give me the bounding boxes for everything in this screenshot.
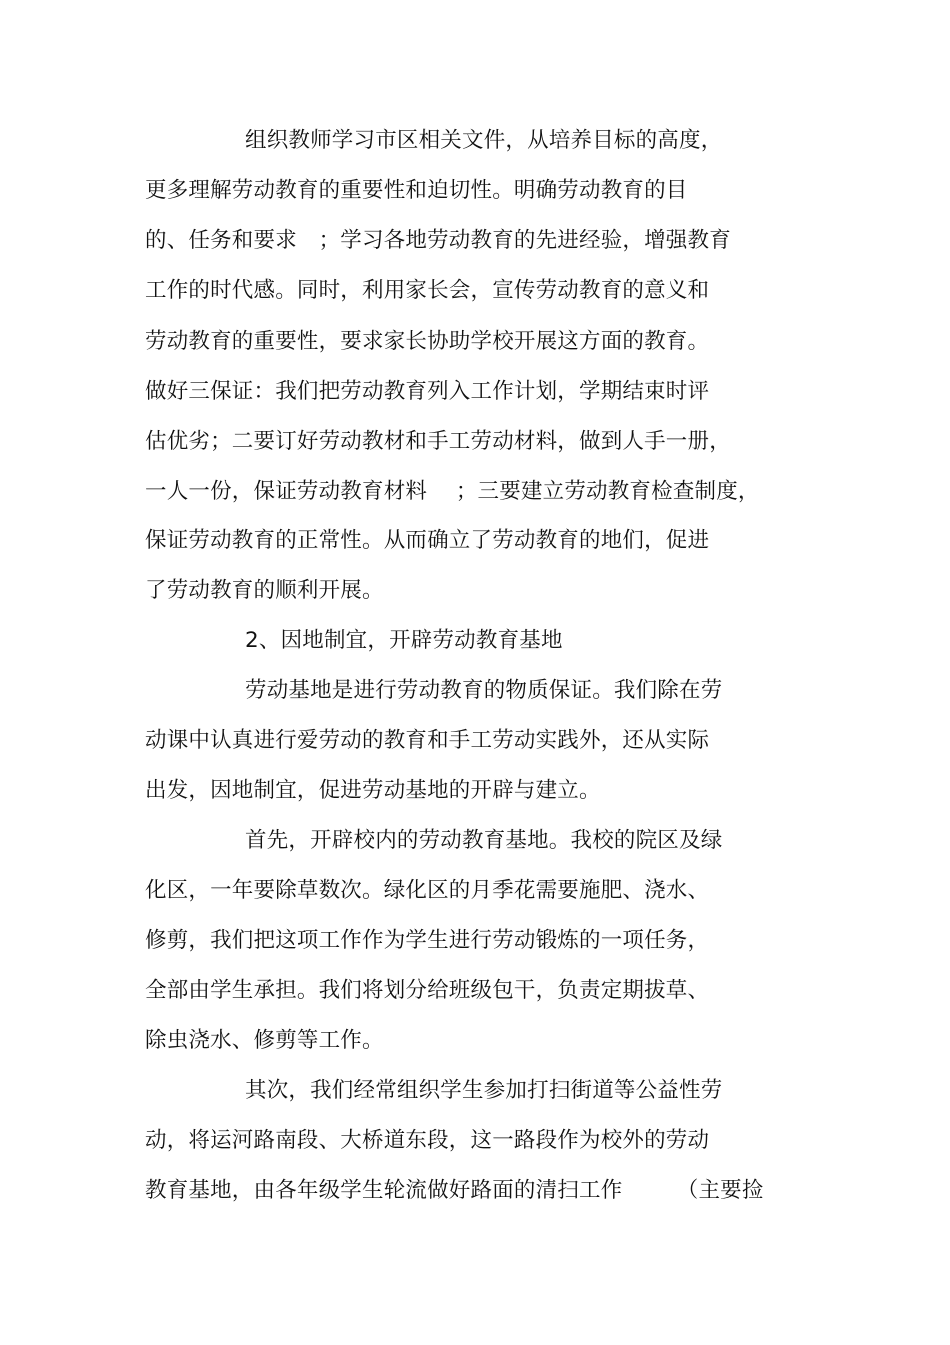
text-line: 出发，因地制宜，促进劳动基地的开辟与建立。 [145,778,601,803]
text-line: 首先，开辟校内的劳动教育基地。我校的院区及绿 [245,828,723,853]
text-line: 其次，我们经常组织学生参加打扫街道等公益性劳 [245,1078,723,1103]
text-line: 估优劣；二要订好劳动教材和手工劳动材料，做到人手一册， [145,429,731,454]
section-heading: 2、因地制宜，开辟劳动教育基地 [245,628,563,653]
text-line: 了劳动教育的顺利开展。 [145,578,384,603]
text-line: 修剪，我们把这项工作作为学生进行劳动锻炼的一项任务， [145,928,710,953]
text-line: 化区，一年要除草数次。绿化区的月季花需要施肥、浇水、 [145,878,710,903]
text-line: 做好三保证：我们把劳动教育列入工作计划，学期结束时评 [145,379,710,404]
text-line: 动课中认真进行爱劳动的教育和手工劳动实践外，还从实际 [145,728,710,753]
text-line: 劳动教育的重要性，要求家长协助学校开展这方面的教育。 [145,329,710,354]
text-line: 的、任务和要求 ；学习各地劳动教育的先进经验，增强教育 [145,228,731,253]
text-line: 教育基地，由各年级学生轮流做好路面的清扫工作 （主要捡 [145,1178,764,1203]
text-line: 保证劳动教育的正常性。从而确立了劳动教育的地们，促进 [145,528,710,553]
text-line: 除虫浇水、修剪等工作。 [145,1028,384,1053]
text-line: 工作的时代感。同时，利用家长会，宣传劳动教育的意义和 [145,278,710,303]
text-line: 劳动基地是进行劳动教育的物质保证。我们除在劳 [245,678,723,703]
text-line: 动，将运河路南段、大桥道东段，这一路段作为校外的劳动 [145,1128,710,1153]
text-line: 组织教师学习市区相关文件，从培养目标的高度， [245,128,723,153]
text-line: 一人一份，保证劳动教育材料 ；三要建立劳动教育检查制度， [145,479,760,504]
text-line: 更多理解劳动教育的重要性和迫切性。明确劳动教育的目 [145,178,688,203]
text-line: 全部由学生承担。我们将划分给班级包干，负责定期拔草、 [145,978,710,1003]
